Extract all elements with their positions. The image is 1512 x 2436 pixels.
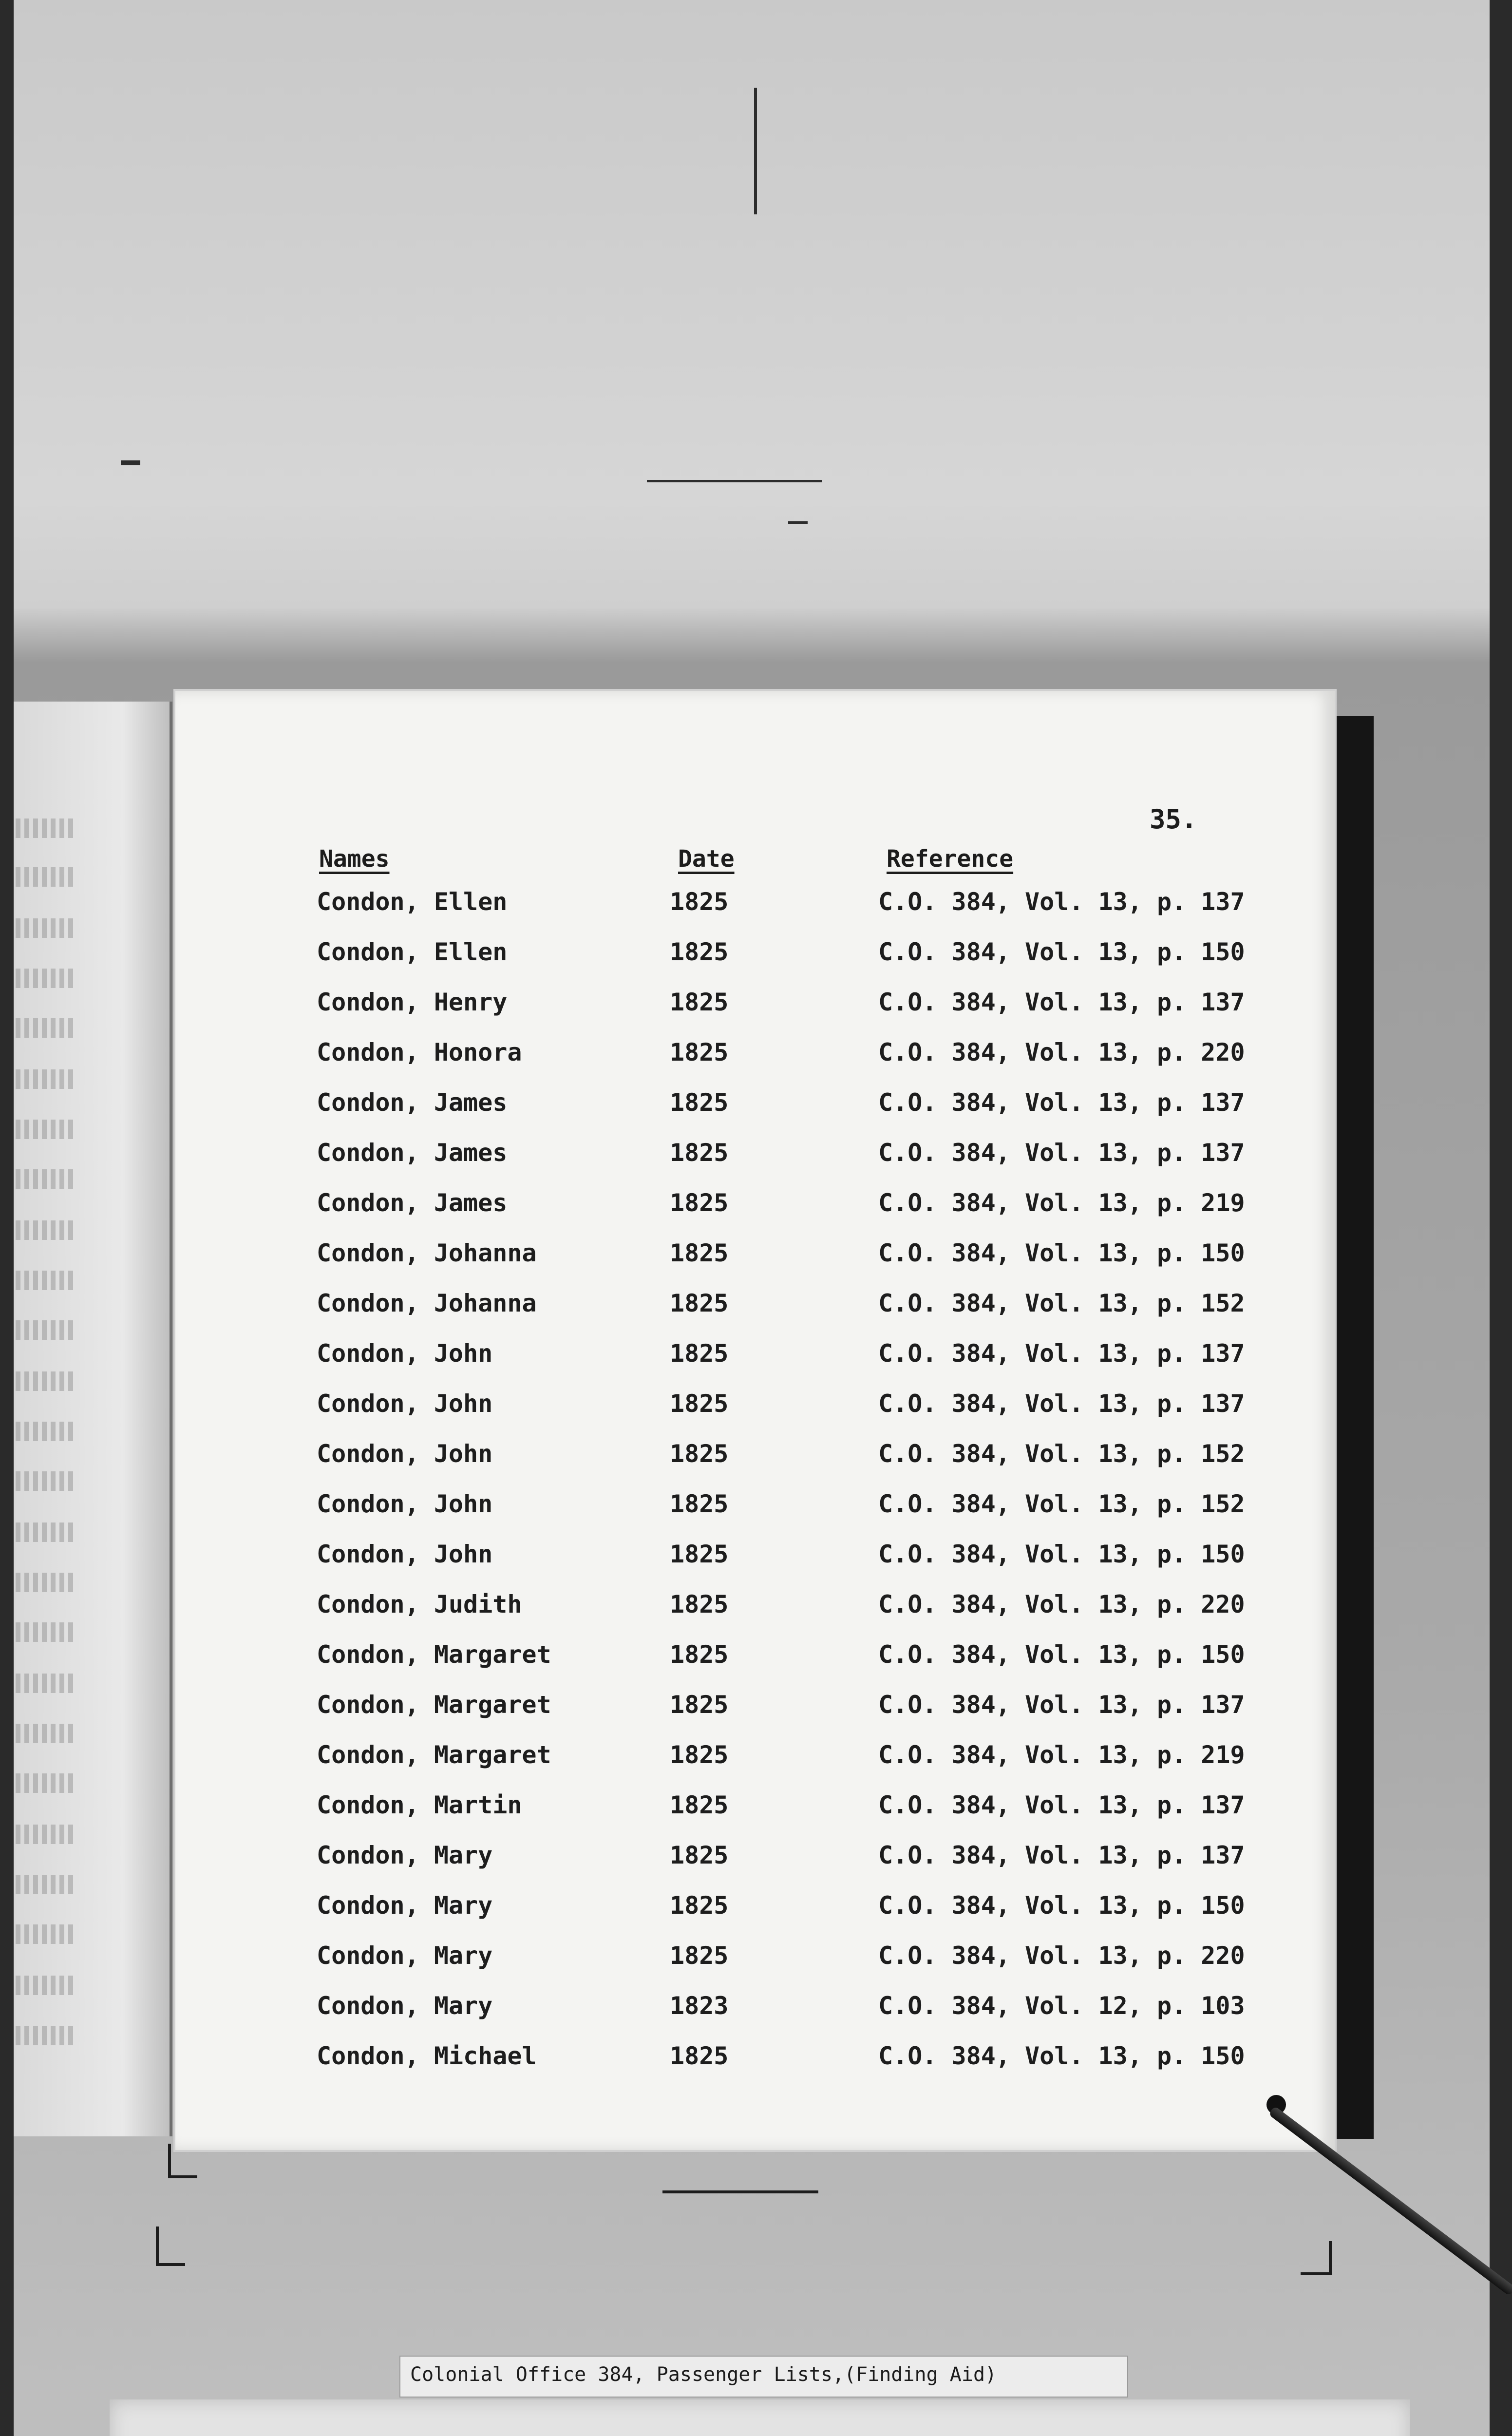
entry-reference: C.O. 384, Vol. 13, p. 152 [878,1289,1245,1317]
entry-date: 1825 [670,938,729,966]
entry-row [0,1540,1512,1590]
entry-reference: C.O. 384, Vol. 13, p. 137 [878,888,1245,916]
board-mark [754,88,757,214]
entry-name: Condon, John [317,1389,493,1418]
entry-name: Condon, Henry [317,988,508,1016]
entry-reference: C.O. 384, Vol. 13, p. 150 [878,2042,1245,2070]
entry-row [0,1992,1512,2042]
entry-reference: C.O. 384, Vol. 13, p. 137 [878,988,1245,1016]
finding-aid-text: Colonial Office 384, Passenger Lists,(Finding Aid) [410,2363,997,2386]
column-header-reference: Reference [887,845,1014,873]
crop-mark [168,2175,197,2178]
entry-row [0,1691,1512,1741]
entry-date: 1825 [670,888,729,916]
entry-reference: C.O. 384, Vol. 13, p. 150 [878,1640,1245,1669]
entry-reference: C.O. 384, Vol. 13, p. 150 [878,1540,1245,1568]
entry-row [0,1440,1512,1490]
entry-name: Condon, Mary [317,1891,493,1920]
entry-name: Condon, Mary [317,1941,493,1970]
entry-name: Condon, John [317,1540,493,1568]
entry-row [0,1239,1512,1289]
entry-reference: C.O. 384, Vol. 13, p. 137 [878,1088,1245,1117]
entry-row [0,1139,1512,1189]
entry-row [0,1841,1512,1891]
entry-name: Condon, Johanna [317,1289,537,1317]
entry-name: Condon, Judith [317,1590,522,1618]
entry-row [0,888,1512,938]
entry-row [0,1891,1512,1941]
entry-date: 1825 [670,1640,729,1669]
entry-date: 1825 [670,1038,729,1066]
entry-name: Condon, James [317,1139,508,1167]
entry-row [0,1038,1512,1088]
entry-name: Condon, Mary [317,1992,493,2020]
entry-reference: C.O. 384, Vol. 13, p. 152 [878,1490,1245,1518]
board-mark [647,480,822,482]
entry-date: 1825 [670,1590,729,1618]
entry-name: Condon, Ellen [317,938,508,966]
column-header-names: Names [319,845,390,873]
crop-mark [1329,2241,1332,2275]
entry-reference: C.O. 384, Vol. 13, p. 137 [878,1841,1245,1869]
entry-row [0,1640,1512,1691]
entry-reference: C.O. 384, Vol. 13, p. 137 [878,1389,1245,1418]
entry-reference: C.O. 384, Vol. 13, p. 220 [878,1038,1245,1066]
entry-date: 1825 [670,988,729,1016]
entry-date: 1825 [670,1088,729,1117]
entry-row [0,1941,1512,1992]
crop-mark [1301,2272,1332,2275]
entry-reference: C.O. 384, Vol. 13, p. 137 [878,1139,1245,1167]
crop-mark [156,2263,185,2266]
entry-reference: C.O. 384, Vol. 13, p. 219 [878,1741,1245,1769]
entry-date: 1825 [670,1841,729,1869]
entry-name: Condon, Margaret [317,1741,551,1769]
entry-reference: C.O. 384, Vol. 13, p. 137 [878,1791,1245,1819]
entry-name: Condon, James [317,1189,508,1217]
entry-reference: C.O. 384, Vol. 13, p. 220 [878,1941,1245,1970]
archive-card [110,2399,1410,2436]
entry-date: 1825 [670,1339,729,1368]
entry-row [0,1339,1512,1389]
entry-row [0,1289,1512,1339]
entry-name: Condon, Johanna [317,1239,537,1267]
entry-row [0,1741,1512,1791]
entry-name: Condon, Ellen [317,888,508,916]
entry-row [0,938,1512,988]
left-page-text-fragment [16,818,74,838]
entry-name: Condon, Margaret [317,1640,551,1669]
entry-row [0,1189,1512,1239]
left-page-text-fragment [16,867,74,887]
page-number: 35. [1150,804,1197,835]
entry-reference: C.O. 384, Vol. 13, p. 137 [878,1691,1245,1719]
board-mark [121,460,140,465]
entry-name: Condon, Michael [317,2042,537,2070]
entry-reference: C.O. 384, Vol. 13, p. 150 [878,1891,1245,1920]
entry-date: 1825 [670,1239,729,1267]
entry-name: Condon, John [317,1339,493,1368]
entry-row [0,1088,1512,1139]
entry-reference: C.O. 384, Vol. 12, p. 103 [878,1992,1245,2020]
entry-name: Condon, Honora [317,1038,522,1066]
entry-date: 1825 [670,1189,729,1217]
entry-name: Condon, Mary [317,1841,493,1869]
entry-row [0,1590,1512,1640]
entry-date: 1825 [670,1289,729,1317]
entry-row [0,1490,1512,1540]
entry-date: 1825 [670,1540,729,1568]
entry-reference: C.O. 384, Vol. 13, p. 137 [878,1339,1245,1368]
entry-date: 1825 [670,1440,729,1468]
board-mark [788,521,808,524]
entry-row [0,988,1512,1038]
entry-row [0,1791,1512,1841]
entry-name: Condon, John [317,1440,493,1468]
entry-reference: C.O. 384, Vol. 13, p. 220 [878,1590,1245,1618]
entry-date: 1825 [670,1941,729,1970]
entry-name: Condon, Margaret [317,1691,551,1719]
entry-date: 1825 [670,1691,729,1719]
entry-reference: C.O. 384, Vol. 13, p. 150 [878,1239,1245,1267]
finding-aid-label [399,2356,1128,2398]
entry-date: 1825 [670,1490,729,1518]
entry-name: Condon, James [317,1088,508,1117]
crop-mark [156,2227,159,2265]
entry-name: Condon, Martin [317,1791,522,1819]
entry-date: 1823 [670,1992,729,2020]
entry-date: 1825 [670,1139,729,1167]
entry-row [0,1389,1512,1440]
entry-date: 1825 [670,2042,729,2070]
crop-mark [662,2190,818,2193]
entry-date: 1825 [670,1389,729,1418]
entry-reference: C.O. 384, Vol. 13, p. 150 [878,938,1245,966]
entry-date: 1825 [670,1791,729,1819]
entry-reference: C.O. 384, Vol. 13, p. 152 [878,1440,1245,1468]
entry-reference: C.O. 384, Vol. 13, p. 219 [878,1189,1245,1217]
column-header-date: Date [678,845,735,873]
entry-date: 1825 [670,1741,729,1769]
entry-name: Condon, John [317,1490,493,1518]
crop-mark [168,2144,171,2178]
entry-row [0,2042,1512,2092]
entry-date: 1825 [670,1891,729,1920]
